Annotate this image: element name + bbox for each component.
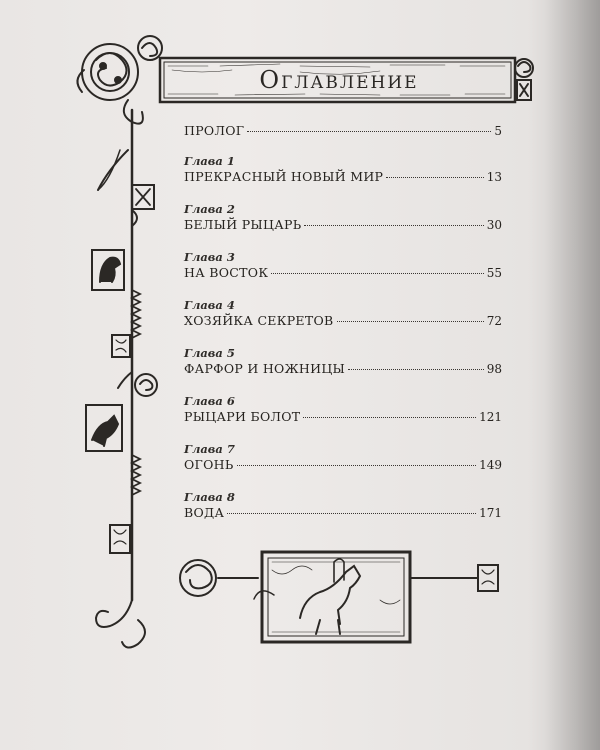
chapter-label: Глава 8 (184, 490, 235, 504)
toc-entry-title: ПРОЛОГ (184, 123, 245, 138)
toc-entry-page: 121 (479, 410, 502, 424)
toc-entry-page: 72 (486, 314, 502, 328)
small-ornament-box (112, 335, 130, 357)
horse-head-icon (92, 250, 124, 290)
hound-figure-icon (86, 405, 122, 451)
toc-entry-chapter-6[interactable] (184, 394, 502, 426)
toc-entry-page: 30 (486, 218, 502, 232)
toc-entry-title: БЕЛЫЙ РЫЦАРЬ (184, 217, 302, 232)
dot-leader (237, 465, 476, 466)
toc-entry-prologue[interactable] (184, 122, 502, 140)
toc-entry-title: ПРЕКРАСНЫЙ НОВЫЙ МИР (184, 169, 384, 184)
chapter-label: Глава 1 (184, 154, 235, 168)
dot-leader (271, 273, 483, 274)
celtic-knot-ornament (77, 36, 162, 124)
toc-entry-page: 171 (479, 506, 502, 520)
toc-entry-chapter-2[interactable] (184, 202, 502, 234)
toc-entry-chapter-8[interactable] (184, 490, 502, 522)
dot-leader (348, 369, 484, 370)
crossed-swords-icon (132, 185, 154, 209)
chapter-label: Глава 2 (184, 202, 235, 216)
toc-title-banner (160, 56, 518, 104)
toc-entry-chapter-5[interactable] (184, 346, 502, 378)
toc-entry-chapter-7[interactable] (184, 442, 502, 474)
dot-leader (247, 131, 491, 132)
bottom-spiral-ornament (96, 600, 145, 648)
toc-entry-page: 13 (486, 170, 502, 184)
page-title: Оглавление (259, 66, 419, 94)
chapter-label: Глава 6 (184, 394, 235, 408)
toc-entry-page: 55 (486, 266, 502, 280)
toc-entry-title: ФАРФОР И НОЖНИЦЫ (184, 361, 346, 376)
spiral-ornament (118, 372, 157, 396)
toc-entry-chapter-4[interactable] (184, 298, 502, 330)
dot-leader (227, 513, 476, 514)
chapter-label: Глава 4 (184, 298, 235, 312)
chapter-label: Глава 3 (184, 250, 235, 264)
toc-entry-chapter-3[interactable] (184, 250, 502, 282)
toc-row (184, 216, 502, 234)
toc-entry-page: 5 (494, 124, 502, 138)
toc-row (184, 408, 502, 426)
toc-entry-chapter-1[interactable] (184, 154, 502, 186)
lower-ornament-box (110, 525, 130, 553)
toc-row (184, 122, 502, 140)
chapter-label: Глава 7 (184, 442, 235, 456)
toc-entry-title: ХОЗЯЙКА СЕКРЕТОВ (184, 313, 334, 328)
toc-row (184, 312, 502, 330)
toc-entry-title: ОГОНЬ (184, 457, 234, 472)
dot-leader (303, 417, 476, 418)
toc-row (184, 264, 502, 282)
toc-row (184, 360, 502, 378)
toc-row (184, 456, 502, 474)
dot-leader (386, 177, 483, 178)
toc-entry-page: 149 (479, 458, 502, 472)
chapter-label: Глава 5 (184, 346, 235, 360)
toc-entry-title: РЫЦАРИ БОЛОТ (184, 409, 301, 424)
toc-entry-title: НА ВОСТОК (184, 265, 269, 280)
toc-row (184, 168, 502, 186)
toc-entry-title: ВОДА (184, 505, 225, 520)
dot-leader (304, 225, 483, 226)
toc-row (184, 504, 502, 522)
toc-entry-page: 98 (486, 362, 502, 376)
knight-on-horse-illustration (180, 552, 498, 642)
dot-leader (337, 321, 484, 322)
